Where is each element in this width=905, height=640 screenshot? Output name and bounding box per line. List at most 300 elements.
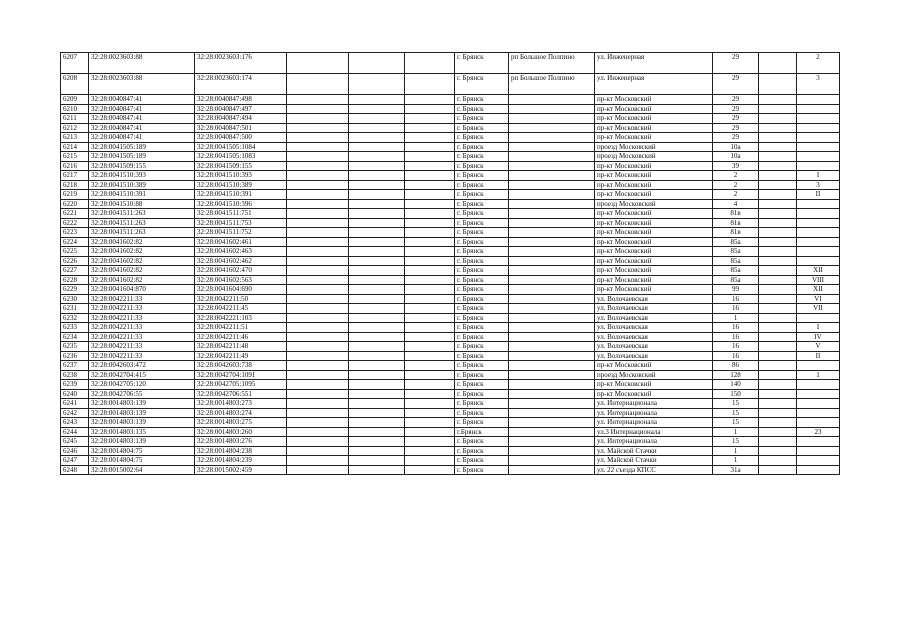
table-row <box>61 446 840 456</box>
street-cell: пр-кт Московский <box>595 123 713 133</box>
parcel-cadastral-cell: 32:28:0040847:41 <box>89 133 195 143</box>
row-number-cell: 6226 <box>61 256 89 266</box>
empty-cell <box>287 247 349 257</box>
premises-number-cell <box>797 418 840 428</box>
street-cell: ул. Волочаевская <box>595 342 713 352</box>
empty-cell <box>287 389 349 399</box>
empty-cell <box>405 142 455 152</box>
parcel-cadastral-cell: 32:28:0041510:389 <box>89 180 195 190</box>
city-cell: г. Брянск <box>455 351 509 361</box>
street-cell: пр-кт Московский <box>595 218 713 228</box>
parcel-cadastral-cell: 32:28:0042706:55 <box>89 389 195 399</box>
empty-cell <box>349 171 405 181</box>
settlement-cell <box>509 408 595 418</box>
empty-cell <box>349 399 405 409</box>
house-number-cell: 81в <box>713 218 759 228</box>
empty-cell <box>349 380 405 390</box>
empty-cell <box>759 142 797 152</box>
row-number-cell: 6233 <box>61 323 89 333</box>
house-number-cell: 2 <box>713 190 759 200</box>
house-number-cell: 15 <box>713 399 759 409</box>
empty-cell <box>287 199 349 209</box>
house-number-cell: 15 <box>713 437 759 447</box>
table-row <box>61 370 840 380</box>
row-number-cell: 6218 <box>61 180 89 190</box>
empty-cell <box>349 323 405 333</box>
city-cell: г. Брянск <box>455 313 509 323</box>
premises-number-cell: XII <box>797 285 840 295</box>
empty-cell <box>759 351 797 361</box>
table-row <box>61 74 840 95</box>
premises-number-cell <box>797 437 840 447</box>
parcel-cadastral-cell: 32:28:0041602:82 <box>89 275 195 285</box>
settlement-cell <box>509 247 595 257</box>
table-row <box>61 408 840 418</box>
city-cell: г. Брянск <box>455 294 509 304</box>
empty-cell <box>349 209 405 219</box>
object-cadastral-cell: 32:28:0042705:1095 <box>195 380 287 390</box>
house-number-cell: 10а <box>713 142 759 152</box>
house-number-cell: 16 <box>713 342 759 352</box>
house-number-cell: 16 <box>713 294 759 304</box>
empty-cell <box>759 247 797 257</box>
street-cell: ул. Волочаевская <box>595 294 713 304</box>
empty-cell <box>287 180 349 190</box>
street-cell: ул. Волочаевская <box>595 313 713 323</box>
table-row <box>61 218 840 228</box>
street-cell: ул. Интернационала <box>595 418 713 428</box>
table-row <box>61 266 840 276</box>
object-cadastral-cell: 32:28:0042211:51 <box>195 323 287 333</box>
house-number-cell: 86 <box>713 361 759 371</box>
empty-cell <box>405 190 455 200</box>
empty-cell <box>287 456 349 466</box>
house-number-cell: 1 <box>713 313 759 323</box>
settlement-cell <box>509 209 595 219</box>
street-cell: ул. Интернационала <box>595 408 713 418</box>
settlement-cell <box>509 456 595 466</box>
premises-number-cell <box>797 237 840 247</box>
house-number-cell: 29 <box>713 74 759 95</box>
premises-number-cell: IV <box>797 332 840 342</box>
empty-cell <box>759 266 797 276</box>
object-cadastral-cell: 32:28:0042704:1091 <box>195 370 287 380</box>
street-cell: пр-кт Московский <box>595 95 713 105</box>
premises-number-cell <box>797 247 840 257</box>
settlement-cell <box>509 427 595 437</box>
row-number-cell: 6219 <box>61 190 89 200</box>
house-number-cell: 29 <box>713 123 759 133</box>
empty-cell <box>287 218 349 228</box>
registry-table <box>60 52 840 475</box>
empty-cell <box>349 133 405 143</box>
empty-cell <box>287 152 349 162</box>
table-row <box>61 247 840 257</box>
house-number-cell: 29 <box>713 114 759 124</box>
empty-cell <box>759 465 797 475</box>
empty-cell <box>287 399 349 409</box>
empty-cell <box>287 285 349 295</box>
city-cell: г. Брянск <box>455 437 509 447</box>
parcel-cadastral-cell: 32:28:0042704:415 <box>89 370 195 380</box>
house-number-cell: 4 <box>713 199 759 209</box>
settlement-cell <box>509 275 595 285</box>
house-number-cell: 15 <box>713 408 759 418</box>
street-cell: пр-кт Московский <box>595 389 713 399</box>
table-row <box>61 351 840 361</box>
empty-cell <box>349 427 405 437</box>
empty-cell <box>349 228 405 238</box>
street-cell: пр-кт Московский <box>595 361 713 371</box>
house-number-cell: 140 <box>713 380 759 390</box>
registry-sheet <box>60 52 840 475</box>
table-row <box>61 180 840 190</box>
empty-cell <box>287 304 349 314</box>
settlement-cell <box>509 304 595 314</box>
empty-cell <box>405 209 455 219</box>
street-cell: ул.3 Интернационала <box>595 427 713 437</box>
table-row <box>61 285 840 295</box>
city-cell: г. Брянск <box>455 399 509 409</box>
empty-cell <box>759 294 797 304</box>
empty-cell <box>405 437 455 447</box>
settlement-cell <box>509 114 595 124</box>
premises-number-cell: I <box>797 323 840 333</box>
house-number-cell: 1 <box>713 456 759 466</box>
table-row <box>61 123 840 133</box>
empty-cell <box>405 218 455 228</box>
object-cadastral-cell: 32:28:0042221:103 <box>195 313 287 323</box>
table-row <box>61 342 840 352</box>
empty-cell <box>405 304 455 314</box>
street-cell: проезд Московский <box>595 142 713 152</box>
city-cell: г. Брянск <box>455 180 509 190</box>
empty-cell <box>349 285 405 295</box>
house-number-cell: 16 <box>713 304 759 314</box>
empty-cell <box>287 313 349 323</box>
parcel-cadastral-cell: 32:28:0040847:41 <box>89 95 195 105</box>
house-number-cell: 29 <box>713 133 759 143</box>
empty-cell <box>349 123 405 133</box>
premises-number-cell <box>797 361 840 371</box>
city-cell: г. Брянск <box>455 142 509 152</box>
parcel-cadastral-cell: 32:28:0042211:33 <box>89 351 195 361</box>
empty-cell <box>287 114 349 124</box>
object-cadastral-cell: 32:28:0041604:690 <box>195 285 287 295</box>
parcel-cadastral-cell: 32:28:0042705:120 <box>89 380 195 390</box>
empty-cell <box>405 446 455 456</box>
table-row <box>61 389 840 399</box>
settlement-cell <box>509 313 595 323</box>
street-cell: ул. Волочаевская <box>595 323 713 333</box>
premises-number-cell: 23 <box>797 427 840 437</box>
street-cell: пр-кт Московский <box>595 285 713 295</box>
empty-cell <box>349 370 405 380</box>
empty-cell <box>349 152 405 162</box>
premises-number-cell <box>797 123 840 133</box>
city-cell: г. Брянск <box>455 380 509 390</box>
empty-cell <box>759 133 797 143</box>
empty-cell <box>349 199 405 209</box>
premises-number-cell: XII <box>797 266 840 276</box>
settlement-cell <box>509 446 595 456</box>
empty-cell <box>287 190 349 200</box>
street-cell: ул. Волочаевская <box>595 332 713 342</box>
city-cell: г.Брянск <box>455 427 509 437</box>
street-cell: пр-кт Московский <box>595 180 713 190</box>
empty-cell <box>349 180 405 190</box>
parcel-cadastral-cell: 32:28:0015002:64 <box>89 465 195 475</box>
house-number-cell: 85а <box>713 256 759 266</box>
table-row <box>61 313 840 323</box>
city-cell: г. Брянск <box>455 408 509 418</box>
empty-cell <box>287 437 349 447</box>
empty-cell <box>349 266 405 276</box>
empty-cell <box>349 408 405 418</box>
city-cell: г. Брянск <box>455 456 509 466</box>
settlement-cell <box>509 190 595 200</box>
empty-cell <box>287 427 349 437</box>
street-cell: ул. Инженерная <box>595 74 713 95</box>
row-number-cell: 6240 <box>61 389 89 399</box>
premises-number-cell: V <box>797 342 840 352</box>
empty-cell <box>759 437 797 447</box>
premises-number-cell: 3 <box>797 180 840 190</box>
object-cadastral-cell: 32:28:0042211:50 <box>195 294 287 304</box>
object-cadastral-cell: 32:28:0041511:751 <box>195 209 287 219</box>
house-number-cell: 1 <box>713 427 759 437</box>
object-cadastral-cell: 32:28:0014803:260 <box>195 427 287 437</box>
empty-cell <box>405 95 455 105</box>
street-cell: пр-кт Московский <box>595 247 713 257</box>
empty-cell <box>349 313 405 323</box>
premises-number-cell <box>797 313 840 323</box>
house-number-cell: 16 <box>713 332 759 342</box>
premises-number-cell <box>797 399 840 409</box>
city-cell: г. Брянск <box>455 370 509 380</box>
row-number-cell: 6235 <box>61 342 89 352</box>
empty-cell <box>405 114 455 124</box>
row-number-cell: 6220 <box>61 199 89 209</box>
empty-cell <box>759 399 797 409</box>
object-cadastral-cell: 32:28:0041511:753 <box>195 218 287 228</box>
empty-cell <box>759 95 797 105</box>
city-cell: г. Брянск <box>455 228 509 238</box>
row-number-cell: 6246 <box>61 446 89 456</box>
table-row <box>61 465 840 475</box>
object-cadastral-cell: 32:28:0040847:494 <box>195 114 287 124</box>
empty-cell <box>349 247 405 257</box>
row-number-cell: 6225 <box>61 247 89 257</box>
empty-cell <box>349 437 405 447</box>
empty-cell <box>287 408 349 418</box>
street-cell: ул. Интернационала <box>595 399 713 409</box>
row-number-cell: 6236 <box>61 351 89 361</box>
settlement-cell: рп Большое Полпино <box>509 53 595 74</box>
row-number-cell: 6211 <box>61 114 89 124</box>
empty-cell <box>759 427 797 437</box>
city-cell: г. Брянск <box>455 190 509 200</box>
parcel-cadastral-cell: 32:28:0014803:139 <box>89 399 195 409</box>
empty-cell <box>759 218 797 228</box>
empty-cell <box>405 152 455 162</box>
parcel-cadastral-cell: 32:28:0041510:393 <box>89 171 195 181</box>
row-number-cell: 6212 <box>61 123 89 133</box>
street-cell: пр-кт Московский <box>595 228 713 238</box>
row-number-cell: 6223 <box>61 228 89 238</box>
settlement-cell <box>509 256 595 266</box>
row-number-cell: 6227 <box>61 266 89 276</box>
city-cell: г. Брянск <box>455 361 509 371</box>
empty-cell <box>759 285 797 295</box>
empty-cell <box>405 53 455 74</box>
house-number-cell: 15 <box>713 418 759 428</box>
empty-cell <box>287 228 349 238</box>
object-cadastral-cell: 32:28:0041602:462 <box>195 256 287 266</box>
table-row <box>61 361 840 371</box>
empty-cell <box>287 446 349 456</box>
empty-cell <box>759 152 797 162</box>
empty-cell <box>759 104 797 114</box>
row-number-cell: 6238 <box>61 370 89 380</box>
city-cell: г. Брянск <box>455 247 509 257</box>
city-cell: г. Брянск <box>455 304 509 314</box>
table-row <box>61 456 840 466</box>
row-number-cell: 6230 <box>61 294 89 304</box>
city-cell: г. Брянск <box>455 114 509 124</box>
empty-cell <box>759 171 797 181</box>
premises-number-cell: II <box>797 190 840 200</box>
premises-number-cell <box>797 95 840 105</box>
object-cadastral-cell: 32:28:0042211:46 <box>195 332 287 342</box>
empty-cell <box>349 351 405 361</box>
table-row <box>61 304 840 314</box>
row-number-cell: 6234 <box>61 332 89 342</box>
settlement-cell <box>509 465 595 475</box>
empty-cell <box>349 256 405 266</box>
street-cell: пр-кт Московский <box>595 171 713 181</box>
settlement-cell <box>509 389 595 399</box>
empty-cell <box>405 342 455 352</box>
empty-cell <box>349 342 405 352</box>
house-number-cell: 128 <box>713 370 759 380</box>
house-number-cell: 2 <box>713 180 759 190</box>
row-number-cell: 6228 <box>61 275 89 285</box>
settlement-cell <box>509 218 595 228</box>
empty-cell <box>759 180 797 190</box>
empty-cell <box>405 389 455 399</box>
empty-cell <box>287 161 349 171</box>
empty-cell <box>759 313 797 323</box>
table-row <box>61 399 840 409</box>
parcel-cadastral-cell: 32:28:0041602:82 <box>89 256 195 266</box>
house-number-cell: 39 <box>713 161 759 171</box>
premises-number-cell <box>797 114 840 124</box>
premises-number-cell: II <box>797 351 840 361</box>
empty-cell <box>405 408 455 418</box>
empty-cell <box>349 446 405 456</box>
house-number-cell: 85а <box>713 237 759 247</box>
parcel-cadastral-cell: 32:28:0041505:189 <box>89 152 195 162</box>
row-number-cell: 6237 <box>61 361 89 371</box>
empty-cell <box>287 133 349 143</box>
parcel-cadastral-cell: 32:28:0014803:139 <box>89 408 195 418</box>
object-cadastral-cell: 32:28:0042211:48 <box>195 342 287 352</box>
object-cadastral-cell: 32:28:0041602:563 <box>195 275 287 285</box>
empty-cell <box>287 332 349 342</box>
row-number-cell: 6209 <box>61 95 89 105</box>
city-cell: г. Брянск <box>455 446 509 456</box>
table-row <box>61 114 840 124</box>
empty-cell <box>405 237 455 247</box>
row-number-cell: 6207 <box>61 53 89 74</box>
empty-cell <box>405 275 455 285</box>
empty-cell <box>349 95 405 105</box>
object-cadastral-cell: 32:28:0042211:45 <box>195 304 287 314</box>
city-cell: г. Брянск <box>455 104 509 114</box>
empty-cell <box>405 313 455 323</box>
table-row <box>61 142 840 152</box>
settlement-cell <box>509 437 595 447</box>
settlement-cell <box>509 171 595 181</box>
parcel-cadastral-cell: 32:28:0041510:88 <box>89 199 195 209</box>
empty-cell <box>759 237 797 247</box>
empty-cell <box>287 256 349 266</box>
premises-number-cell <box>797 389 840 399</box>
settlement-cell <box>509 323 595 333</box>
table-row <box>61 95 840 105</box>
empty-cell <box>349 275 405 285</box>
table-row <box>61 332 840 342</box>
object-cadastral-cell: 32:28:0041505:1084 <box>195 142 287 152</box>
row-number-cell: 6224 <box>61 237 89 247</box>
empty-cell <box>405 123 455 133</box>
street-cell: ул. Интернационала <box>595 437 713 447</box>
row-number-cell: 6215 <box>61 152 89 162</box>
empty-cell <box>287 237 349 247</box>
house-number-cell: 150 <box>713 389 759 399</box>
city-cell: г. Брянск <box>455 275 509 285</box>
premises-number-cell <box>797 228 840 238</box>
parcel-cadastral-cell: 32:28:0014804:75 <box>89 446 195 456</box>
empty-cell <box>759 361 797 371</box>
row-number-cell: 6247 <box>61 456 89 466</box>
object-cadastral-cell: 32:28:0041602:463 <box>195 247 287 257</box>
parcel-cadastral-cell: 32:28:0014803:139 <box>89 437 195 447</box>
parcel-cadastral-cell: 32:28:0042211:33 <box>89 342 195 352</box>
table-row <box>61 152 840 162</box>
row-number-cell: 6243 <box>61 418 89 428</box>
city-cell: г. Брянск <box>455 95 509 105</box>
empty-cell <box>759 256 797 266</box>
parcel-cadastral-cell: 32:28:0041602:82 <box>89 247 195 257</box>
empty-cell <box>349 294 405 304</box>
row-number-cell: 6241 <box>61 399 89 409</box>
empty-cell <box>759 199 797 209</box>
street-cell: пр-кт Московский <box>595 114 713 124</box>
empty-cell <box>759 456 797 466</box>
city-cell: г. Брянск <box>455 199 509 209</box>
empty-cell <box>759 323 797 333</box>
parcel-cadastral-cell: 32:28:0014804:75 <box>89 456 195 466</box>
object-cadastral-cell: 32:28:0040847:501 <box>195 123 287 133</box>
parcel-cadastral-cell: 32:28:0040847:41 <box>89 123 195 133</box>
table-row <box>61 104 840 114</box>
city-cell: г. Брянск <box>455 332 509 342</box>
object-cadastral-cell: 32:28:0041505:1083 <box>195 152 287 162</box>
empty-cell <box>349 304 405 314</box>
empty-cell <box>349 74 405 95</box>
